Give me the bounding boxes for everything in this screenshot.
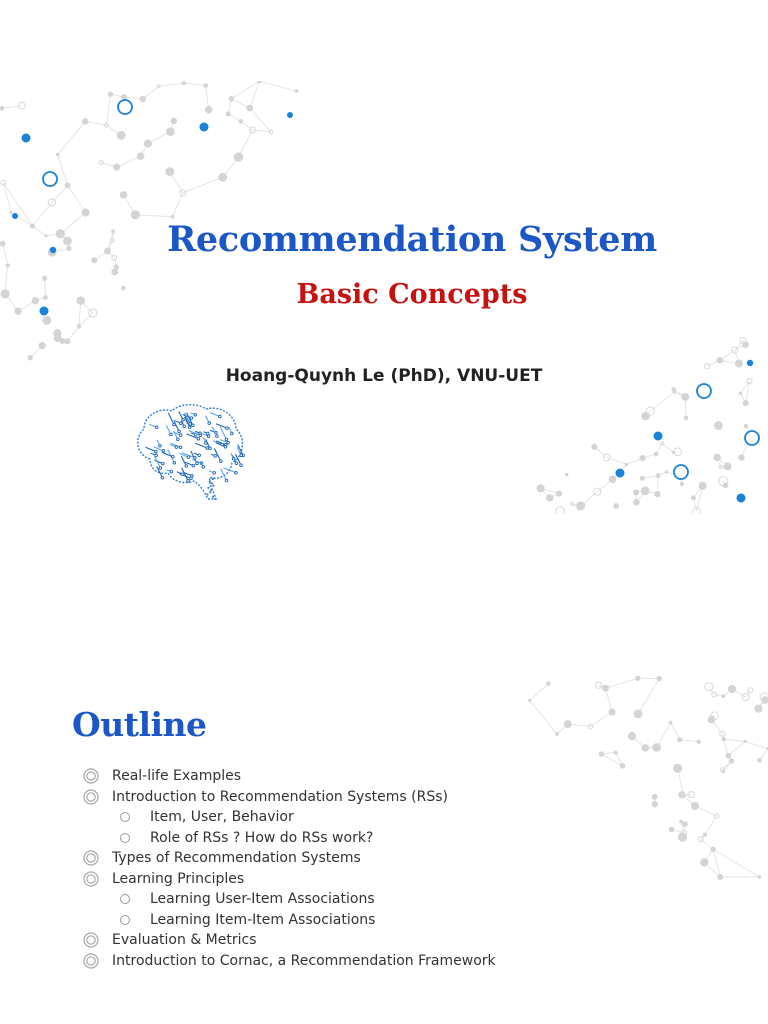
network-edge xyxy=(79,313,93,326)
network-node xyxy=(64,338,70,344)
circuit-node xyxy=(214,455,217,458)
network-edge xyxy=(590,712,612,727)
network-node xyxy=(654,452,659,457)
outline-list xyxy=(82,766,496,971)
network-node xyxy=(556,507,564,513)
circuit-node xyxy=(155,426,158,429)
network-node xyxy=(642,744,650,752)
network-node xyxy=(635,675,640,680)
circuit-node xyxy=(198,454,201,457)
network-node xyxy=(728,685,736,693)
network-node xyxy=(761,696,768,704)
network-edge xyxy=(3,183,11,213)
network-accent-node xyxy=(200,123,209,132)
network-edge xyxy=(259,81,296,91)
network-edge xyxy=(250,108,271,132)
circuit-node xyxy=(205,442,208,445)
network-node xyxy=(82,209,90,217)
network-node xyxy=(682,821,688,827)
circuit-node xyxy=(173,423,176,426)
circuit-node xyxy=(155,454,158,457)
network-node xyxy=(656,676,661,681)
circuit-node xyxy=(206,447,209,450)
network-node xyxy=(633,499,639,505)
circuit-node xyxy=(213,472,216,475)
outline-slide xyxy=(0,593,768,1024)
network-node xyxy=(669,721,673,725)
network-node xyxy=(652,801,658,807)
circuit-node xyxy=(209,491,211,493)
network-node xyxy=(680,482,684,486)
outline-item-text: Learning User-Item Associations xyxy=(150,891,375,907)
circle-bullet-icon xyxy=(120,915,130,925)
circuit-node xyxy=(210,489,212,491)
network-node xyxy=(633,489,639,495)
network-node xyxy=(713,454,720,461)
network-node xyxy=(717,874,723,880)
network-node xyxy=(565,473,569,477)
circuit-node xyxy=(208,422,211,425)
network-edge xyxy=(728,741,745,755)
circuit-node xyxy=(224,445,227,448)
outline-item xyxy=(82,889,496,910)
network-edge xyxy=(183,177,223,193)
network-node xyxy=(708,716,716,724)
circuit-node xyxy=(219,415,222,418)
circuit-trace xyxy=(216,424,227,428)
circuit-node xyxy=(212,478,214,480)
outline-item-text: Learning Item-Item Associations xyxy=(150,911,376,928)
outline-item-text: Real-life Examples xyxy=(112,768,242,784)
network-node xyxy=(757,758,762,763)
target-bullet-icon xyxy=(83,871,99,887)
network-edge xyxy=(173,193,183,217)
outline-item-text: Evaluation & Metrics xyxy=(112,932,257,948)
circuit-node xyxy=(196,462,199,465)
network-node xyxy=(716,357,723,364)
network-node xyxy=(536,484,544,492)
circuit-node xyxy=(155,450,158,453)
network-node xyxy=(726,753,732,759)
network-accent-node xyxy=(745,431,759,445)
circuit-node xyxy=(240,454,243,457)
target-bullet-icon xyxy=(83,850,99,866)
network-node xyxy=(546,681,551,686)
circuit-node xyxy=(235,472,238,475)
network-node xyxy=(576,501,585,510)
circuit-node xyxy=(199,434,202,437)
target-bullet-icon xyxy=(83,768,99,784)
network-node xyxy=(703,833,707,837)
network-node xyxy=(229,96,235,102)
network-node xyxy=(591,444,597,450)
network-node xyxy=(609,709,616,716)
circuit-node xyxy=(190,417,193,420)
circuit-node xyxy=(172,455,175,458)
network-node xyxy=(53,329,61,337)
network-accent-node xyxy=(697,384,711,398)
network-node xyxy=(137,152,145,160)
network-node xyxy=(165,167,174,176)
circuit-trace xyxy=(224,468,236,473)
circuit-node xyxy=(211,482,213,484)
network-node xyxy=(609,476,617,484)
network-node xyxy=(681,393,689,401)
outline-item xyxy=(82,766,496,787)
network-edge xyxy=(724,739,745,741)
network-node xyxy=(677,737,682,742)
outline-item xyxy=(82,930,496,951)
circuit-node xyxy=(192,424,195,427)
network-node xyxy=(652,743,661,752)
circuit-node xyxy=(170,470,173,473)
network-edge xyxy=(606,678,638,688)
circuit-node xyxy=(240,464,243,467)
network-node xyxy=(729,758,734,763)
network-edge xyxy=(735,340,743,350)
network-node xyxy=(246,105,253,112)
network-node xyxy=(555,732,559,736)
network-node xyxy=(614,751,618,755)
network-node xyxy=(711,847,716,852)
target-bullet-icon xyxy=(83,932,99,948)
outline-item xyxy=(82,848,496,869)
network-node xyxy=(117,131,126,140)
network-node xyxy=(679,820,683,824)
circuit-node xyxy=(194,413,197,416)
network-accent-node xyxy=(737,494,746,503)
network-node xyxy=(56,153,60,157)
network-node xyxy=(700,858,708,866)
circuit-node xyxy=(227,441,230,444)
circuit-node xyxy=(225,438,228,441)
network-node xyxy=(634,710,643,719)
author-name: Hoang-Quynh Le (PhD), VNU-UET xyxy=(225,366,543,386)
network-node xyxy=(144,140,152,148)
network-node xyxy=(257,81,261,83)
circuit-node xyxy=(185,465,188,468)
circuit-node xyxy=(192,464,195,467)
target-bullet-icon xyxy=(83,953,99,969)
outline-title: Outline xyxy=(72,705,207,744)
circuit-node xyxy=(197,437,200,440)
network-accent-node xyxy=(616,469,625,478)
network-node xyxy=(182,81,186,85)
network-node xyxy=(82,118,89,125)
network-edge xyxy=(184,83,206,86)
network-node xyxy=(620,763,626,769)
network-edge xyxy=(713,849,759,877)
circuit-node xyxy=(212,496,214,498)
network-node xyxy=(742,693,749,700)
network-node xyxy=(656,473,661,478)
circuit-trace xyxy=(168,413,174,425)
network-edge xyxy=(680,740,699,742)
network-edge xyxy=(58,121,85,154)
network-node xyxy=(28,355,33,360)
network-node xyxy=(714,421,723,430)
network-node xyxy=(654,491,660,497)
network-node xyxy=(743,400,749,406)
network-node xyxy=(739,392,742,395)
circuit-node xyxy=(206,493,208,495)
network-node xyxy=(722,770,725,773)
network-accent-node xyxy=(118,100,132,114)
circuit-node xyxy=(188,426,191,429)
circuit-node xyxy=(170,433,173,436)
network-node xyxy=(65,183,71,189)
circuit-node xyxy=(173,461,176,464)
outline-item xyxy=(82,787,496,808)
circle-bullet-icon xyxy=(120,812,130,822)
network-node xyxy=(754,705,762,713)
network-node xyxy=(640,476,645,481)
network-node xyxy=(5,263,9,267)
network-edge xyxy=(68,185,86,212)
circuit-node xyxy=(159,467,162,470)
circuit-node xyxy=(231,432,234,435)
outline-item-text: Introduction to Recommendation Systems (RSs) xyxy=(112,788,448,805)
network-node xyxy=(671,387,676,392)
network-edge xyxy=(713,849,720,877)
network-node xyxy=(722,737,726,741)
network-node xyxy=(724,462,732,470)
network-node xyxy=(599,751,604,756)
network-node xyxy=(234,152,243,161)
circuit-node xyxy=(159,444,162,447)
network-node xyxy=(10,211,13,214)
network-node xyxy=(743,740,746,743)
network-node xyxy=(111,269,118,276)
circuit-node xyxy=(180,422,183,425)
network-edge xyxy=(159,83,184,86)
network-node xyxy=(602,685,609,692)
network-node xyxy=(628,732,636,740)
circuit-node xyxy=(178,430,181,433)
network-node xyxy=(218,173,227,182)
network-node xyxy=(652,794,658,800)
network-node xyxy=(42,316,51,325)
circuit-node xyxy=(209,447,212,450)
circuit-node xyxy=(207,432,210,435)
circuit-node xyxy=(202,465,205,468)
network-node xyxy=(639,455,645,461)
network-node xyxy=(108,92,113,97)
circuit-node xyxy=(225,479,228,482)
network-node xyxy=(723,483,728,488)
circuit-node xyxy=(235,462,238,465)
circuit-node xyxy=(187,479,190,482)
network-edge xyxy=(58,155,68,186)
network-node xyxy=(669,827,675,833)
network-node xyxy=(556,490,562,496)
circuit-node xyxy=(221,443,224,446)
circuit-node xyxy=(194,457,197,460)
network-node xyxy=(546,494,553,501)
network-node xyxy=(672,451,675,454)
outline-item-text: Learning Principles xyxy=(112,870,245,887)
network-node xyxy=(758,875,762,879)
circuit-node xyxy=(216,435,219,438)
outline-item xyxy=(82,910,496,931)
network-node xyxy=(121,94,127,100)
network-node xyxy=(528,699,531,702)
circle-bullet-icon xyxy=(120,894,130,904)
network-node xyxy=(684,416,689,421)
circuit-node xyxy=(212,485,214,487)
circuit-node xyxy=(179,434,182,437)
network-node xyxy=(120,191,128,199)
network-edge xyxy=(117,156,141,167)
network-node xyxy=(699,482,707,490)
outline-item-text: Role of RSs ? How do RSs work? xyxy=(150,829,374,846)
network-node xyxy=(641,412,650,421)
network-edge xyxy=(530,683,548,700)
network-node xyxy=(77,324,82,329)
network-node xyxy=(613,503,619,509)
network-node xyxy=(113,164,120,171)
network-node xyxy=(564,720,572,728)
outline-item-text: Types of Recommendation Systems xyxy=(112,850,361,866)
target-bullet-icon xyxy=(83,789,99,805)
outline-item xyxy=(82,828,496,849)
circuit-node xyxy=(207,487,209,489)
circuit-node xyxy=(175,446,178,449)
network-accent-node xyxy=(654,432,663,441)
network-node xyxy=(665,470,668,473)
network-node xyxy=(166,127,175,136)
outline-item-text: Introduction to Cornac, a Recommendation Framework xyxy=(112,952,496,969)
circuit-node xyxy=(179,446,182,449)
network-edge xyxy=(705,816,716,835)
circuit-node xyxy=(220,460,223,463)
network-node xyxy=(203,83,208,88)
network-node xyxy=(691,495,696,500)
network-node xyxy=(625,463,628,466)
outline-item xyxy=(82,807,496,828)
network-node xyxy=(39,342,46,349)
circuit-node xyxy=(189,423,192,426)
network-accent-node xyxy=(22,134,31,143)
network-node xyxy=(691,802,699,810)
network-node xyxy=(738,454,744,460)
network-node xyxy=(140,96,146,102)
network-edge xyxy=(662,443,673,452)
circuit-node xyxy=(182,419,185,422)
title-slide xyxy=(0,81,768,513)
circuit-node xyxy=(162,449,165,452)
network-edge xyxy=(745,741,768,748)
network-edge xyxy=(671,723,680,740)
circuit-node xyxy=(207,435,210,438)
network-node xyxy=(295,89,299,93)
network-node xyxy=(205,106,212,113)
network-accent-node xyxy=(43,172,57,186)
network-node xyxy=(131,210,140,219)
circle-bullet-icon xyxy=(120,833,130,843)
network-node xyxy=(673,764,682,773)
network-node xyxy=(239,119,244,124)
circuit-node xyxy=(181,473,184,476)
network-accent-node xyxy=(287,112,293,118)
network-node xyxy=(171,118,177,124)
network-edge xyxy=(135,215,172,217)
network-node xyxy=(641,486,650,495)
network-edge xyxy=(530,700,557,734)
network-edge xyxy=(106,94,110,125)
network-node xyxy=(226,111,231,116)
outline-item-text: Item, User, Behavior xyxy=(150,809,294,825)
circuit-node xyxy=(214,498,216,500)
circuit-node xyxy=(190,477,193,480)
network-node xyxy=(678,833,687,842)
outline-item xyxy=(82,869,496,890)
circuit-node xyxy=(177,438,180,441)
circuit-node xyxy=(226,427,229,430)
author-line xyxy=(0,366,768,386)
circuit-node xyxy=(183,425,186,428)
circuit-node xyxy=(162,462,165,465)
network-node xyxy=(0,106,4,111)
network-edge xyxy=(231,81,259,98)
network-edge xyxy=(606,688,613,712)
network-edge xyxy=(250,81,260,108)
circuit-trace xyxy=(221,469,227,481)
network-accent-node xyxy=(674,465,688,479)
slide-subtitle: Basic Concepts xyxy=(296,279,528,310)
network-edge xyxy=(638,679,659,714)
brain-circuit-icon xyxy=(130,399,248,503)
slide-title: Recommendation System xyxy=(167,219,657,260)
outline-item xyxy=(82,951,496,972)
network-node xyxy=(721,694,725,698)
circuit-node xyxy=(232,458,235,461)
network-node xyxy=(744,424,748,428)
network-node xyxy=(696,740,700,744)
circuit-node xyxy=(161,476,164,479)
circuit-node xyxy=(209,480,211,482)
network-node xyxy=(705,683,713,691)
